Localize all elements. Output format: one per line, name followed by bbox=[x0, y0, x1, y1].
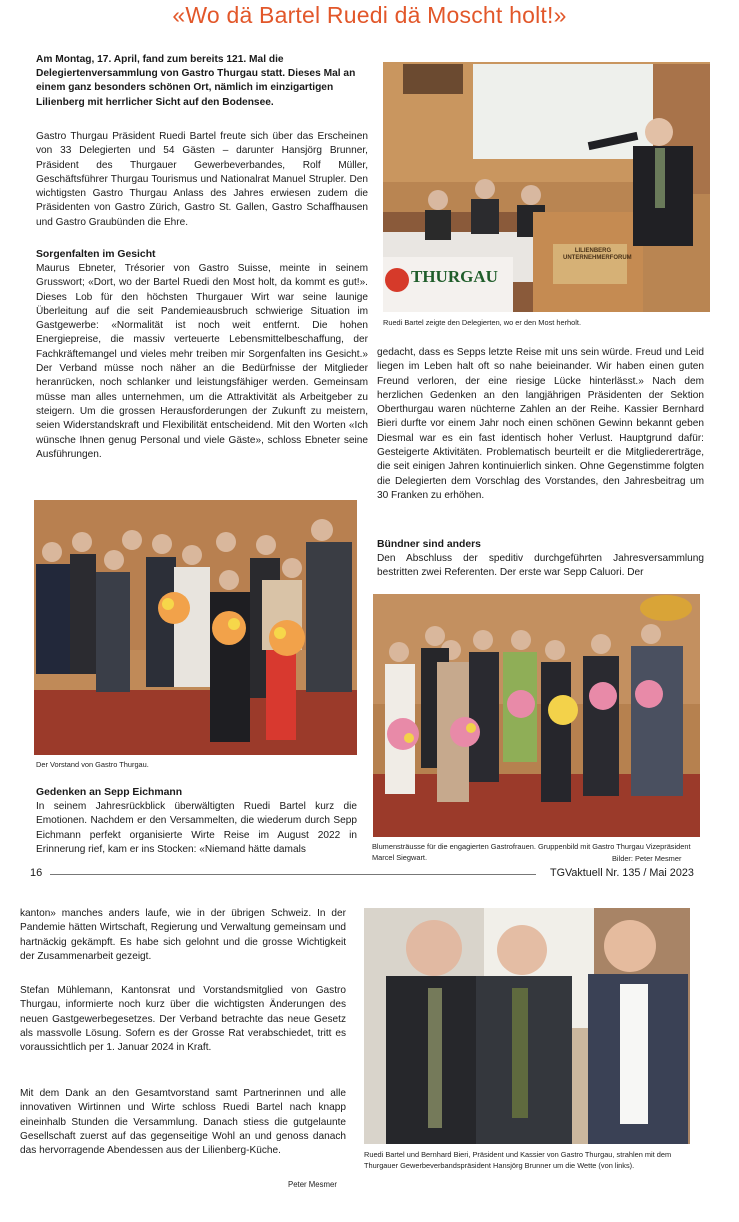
paragraph-dank: Mit dem Dank an den Gesamtvorstand samt Partnerinnen und alle innovativen Wirtinnen und Wirte schloss Ruedi Bartel nach knapp eineinhalb Stunden die Versammlung. Danach stiess die gutgelaunte Gesellschaft zuerst auf das gegenseitige Wohl an und genoss danach das hervorragende Abendessen aus der Lilienberg-Küche. bbox=[20, 1088, 346, 1157]
paragraph-ebneter: Maurus Ebneter, Trésorier von Gastro Suisse, meinte in seinem Grusswort; «Dort, wo der Bartel Ruedi den Most holt, da kommt es gut!». Dieses Lob für den höchsten Thurgauer Wirt war seine launige Überleitung auf die seit Pandemieausbruch schwierige Situation im Gastgewerbe: «Normalität ist noch weit entfernt. Die hohen Energiepreise, die massiv verteuerte Lebensmittelbeschaffung, der Fachkräftemangel und vieles mehr treiben mir Sorgenfalten ins Gesicht.» Der Verband müsse noch näher an die Bedürfnisse der Mitglieder heranrücken, noch schlanker und leistungsfähiger werden. Gemeinsam müsse man alles unternehmen, um die Attraktivität als Arbeitgeber zu steigern. Um die grossen Herausforderungen der Zukunft zu meistern, seien Widerstandskraft und Flexibilität entscheidend. Mit den Worten «Ich wünsche Ihnen genug Personal und viele Gäste», schloss Ebneter seine Ausführungen. bbox=[36, 263, 368, 460]
subheading-sorgenfalten: Sorgenfalten im Gesicht bbox=[36, 249, 156, 260]
paragraph-sepp-gedenken: gedacht, dass es Sepps letzte Reise mit uns sein würde. Freud und Leid liegen im Leben halt oft so nahe beieinander. Wir haben einen guten Freund verloren, der eine riesige Lücke hinterlässt.» Nach dem herzlichen Gedenken an den langjährigen Präsidenten der Sektion Oberthurgau waren nüchterne Zahlen an der Reihe. Kassier Bernhard Bieri durfte vor einem Jahr noch einen schönen Gewinn bekannt geben Diesmal war es ein fast identisch hoher Verlust. Hauptgrund dafür: Gesteigerte Aktivitäten. Problematisch beurteilt er die Mitgliedererträge, die seit einigen Jahren kontinuierlich sinken. Ohne Gegenstimme folgten die Delegierten dem Vorschlag des Vorstandes, den Jahresbeitrag um 30 Franken zu erhöhen. bbox=[377, 347, 704, 501]
photo-three-men bbox=[364, 908, 690, 1144]
subheading-buendner: Bündner sind anders bbox=[377, 539, 481, 550]
caption-vorstand: Der Vorstand von Gastro Thurgau. bbox=[36, 760, 149, 769]
caption-three-men: Ruedi Bartel und Bernhard Bieri, Präsident und Kassier von Gastro Thurgau, strahlen mit dem Thurgauer Gewerbeverbandspräsident Hansjörg Brunner um die Wette (von links). bbox=[364, 1150, 672, 1170]
subheading-gedenken: Gedenken an Sepp Eichmann bbox=[36, 787, 183, 798]
magazine-issue: TGVaktuell Nr. 135 / Mai 2023 bbox=[550, 867, 694, 879]
article-lead: Am Montag, 17. April, fand zum bereits 121. Mal die Delegiertenversammlung von Gastro Thurgau statt. Dieses Mal an einem ganz besonders schönen Ort, nämlich im einzigartigen Lilienberg mit herrlicher Sicht auf den Bodensee. bbox=[36, 54, 356, 108]
footer-rule bbox=[50, 874, 536, 875]
article-headline: «Wo dä Bartel Ruedi dä Moscht holt!» bbox=[172, 2, 567, 28]
photo-sign-lilienberg: LILIENBERG UNTERNEHMERFORUM bbox=[563, 248, 632, 261]
author-byline: Peter Mesmer bbox=[288, 1180, 337, 1189]
photo-sign-thurgau: THURGAU bbox=[411, 267, 498, 286]
photo-speaker-podium bbox=[383, 62, 710, 312]
paragraph-abschluss: Den Abschluss der speditiv durchgeführten Jahresversammlung bestritten zwei Referenten. Der erste war Sepp Caluori. Der bbox=[377, 553, 704, 579]
photo-vorstand-group bbox=[34, 500, 357, 755]
photo-credit: Bilder: Peter Mesmer bbox=[612, 854, 682, 863]
photo-gastrofrauen-flowers bbox=[373, 594, 700, 837]
paragraph-kanton: kanton» manches anders laufe, wie in der übrigen Schweiz. In der Pandemie hätten Wirtschaft, Regierung und Verwaltung gemeinsam und hartnäckig gekämpft. Es habe sich gelohnt und die grosse Wichtigkeit der Zusammenarbeit gezeigt. bbox=[20, 908, 346, 962]
paragraph-gastgewerbegesetz: Stefan Mühlemann, Kantonsrat und Vorstandsmitglied von Gastro Thurgau, informierte noch kurz über die wichtigsten Änderungen des neuen Gastgewerbegesetzes. Der Verband betrachte das neue Gesetz als massvolle Lösung. Sofern es der Grosse Rat verabschiedet, tritt es voraussichtlich per 1. Januar 2024 in Kraft. bbox=[20, 985, 346, 1054]
paragraph-intro: Gastro Thurgau Präsident Ruedi Bartel freute sich über das Erscheinen von 33 Delegierten und 54 Gästen – darunter Hansjörg Brunner, Präsident des Thurgauer Gewerbeverbandes, Rolf Müller, Geschäftsführer Thurgau Tourismus und Nationalrat Manuel Strupler. Den wichtigsten Gastro Thurgau Anlass des Jahres erwiesen zudem die Präsidenten von Gastro Zürich, Gastro St. Gallen, Gastro Schaffhausen und Gastro Graubünden die Ehre. bbox=[36, 131, 368, 228]
paragraph-jahresrueckblick: In seinem Jahresrückblick überwältigten Ruedi Bartel kurz die Emotionen. Nachdem er den Versammelten, die wiederum durch Sepp Eichmann perfekt organisierte Wirte Reise im August 2022 in Erinnerung rief, kam er ins Stocken: «Niemand hätte damals bbox=[36, 801, 357, 855]
caption-speaker: Ruedi Bartel zeigte den Delegierten, wo er den Most herholt. bbox=[383, 318, 582, 327]
caption-flowers: Blumensträusse für die engagierten Gastrofrauen. Gruppenbild mit Gastro Thurgau Vizepräsident Marcel Siegwart. bbox=[372, 842, 691, 862]
page-number: 16 bbox=[30, 867, 43, 879]
